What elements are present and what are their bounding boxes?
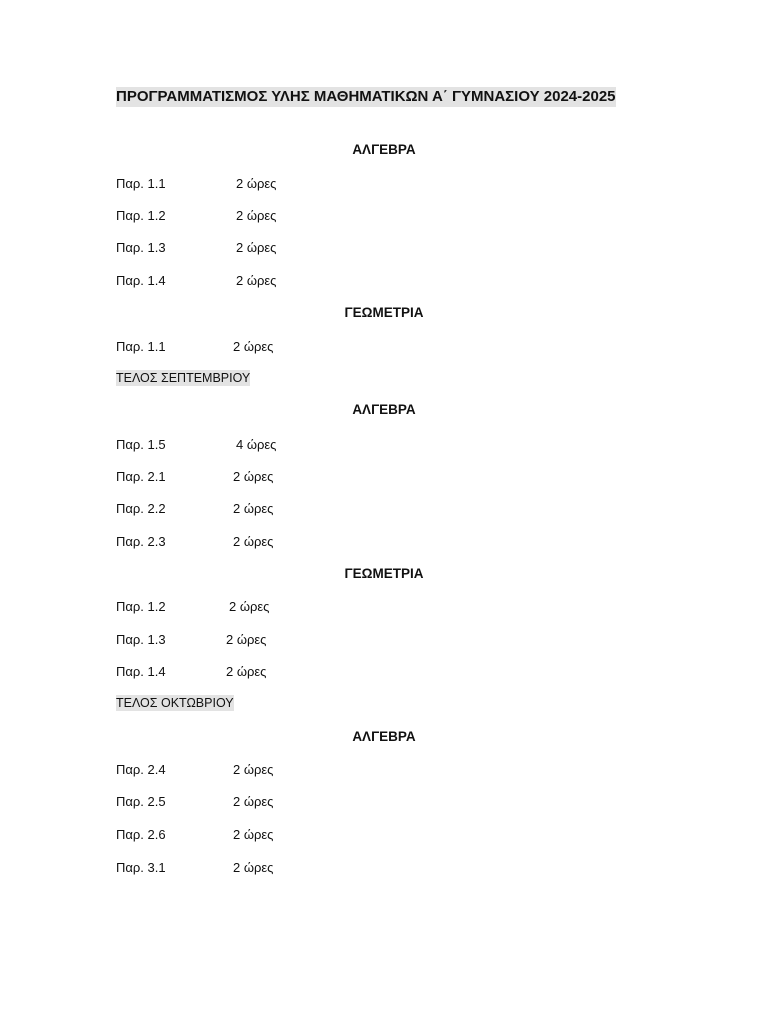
- paragraph-label: Παρ. 3.1: [116, 860, 166, 875]
- hours-value: 2 ώρες: [233, 534, 274, 549]
- hours-value: 2 ώρες: [236, 240, 277, 255]
- page-title: ΠΡΟΓΡΑΜΜΑΤΙΣΜΟΣ ΥΛΗΣ ΜΑΘΗΜΑΤΙΚΩΝ Α΄ ΓΥΜΝΑΣΙΟΥ 2024-2025: [116, 88, 616, 105]
- paragraph-label: Παρ. 1.3: [116, 632, 166, 647]
- hours-value: 2 ώρες: [233, 762, 274, 777]
- hours-value: 2 ώρες: [233, 339, 274, 354]
- hours-value: 2 ώρες: [226, 632, 267, 647]
- hours-value: 2 ώρες: [236, 176, 277, 191]
- paragraph-label: Παρ. 2.2: [116, 501, 166, 516]
- paragraph-label: Παρ. 2.4: [116, 762, 166, 777]
- hours-value: 2 ώρες: [233, 794, 274, 809]
- hours-value: 2 ώρες: [226, 664, 267, 679]
- hours-value: 2 ώρες: [233, 469, 274, 484]
- section-heading-algebra: ΑΛΓΕΒΡΑ: [352, 402, 416, 417]
- end-of-month-marker: ΤΕΛΟΣ ΣΕΠΤΕΜΒΡΙΟΥ: [116, 371, 251, 385]
- paragraph-label: Παρ. 1.2: [116, 208, 166, 223]
- end-of-month-marker: ΤΕΛΟΣ ΟΚΤΩΒΡΙΟΥ: [116, 696, 234, 710]
- section-heading-algebra: ΑΛΓΕΒΡΑ: [352, 142, 416, 157]
- section-heading-algebra: ΑΛΓΕΒΡΑ: [352, 729, 416, 744]
- paragraph-label: Παρ. 1.1: [116, 339, 166, 354]
- paragraph-label: Παρ. 1.4: [116, 664, 166, 679]
- paragraph-label: Παρ. 1.3: [116, 240, 166, 255]
- paragraph-label: Παρ. 1.4: [116, 273, 166, 288]
- hours-value: 2 ώρες: [236, 273, 277, 288]
- hours-value: 2 ώρες: [233, 501, 274, 516]
- section-heading-geometry: ΓΕΩΜΕΤΡΙΑ: [344, 566, 424, 581]
- hours-value: 4 ώρες: [236, 437, 277, 452]
- paragraph-label: Παρ. 2.1: [116, 469, 166, 484]
- hours-value: 2 ώρες: [229, 599, 270, 614]
- paragraph-label: Παρ. 2.3: [116, 534, 166, 549]
- hours-value: 2 ώρες: [233, 860, 274, 875]
- paragraph-label: Παρ. 1.2: [116, 599, 166, 614]
- paragraph-label: Παρ. 2.5: [116, 794, 166, 809]
- hours-value: 2 ώρες: [236, 208, 277, 223]
- hours-value: 2 ώρες: [233, 827, 274, 842]
- paragraph-label: Παρ. 2.6: [116, 827, 166, 842]
- paragraph-label: Παρ. 1.5: [116, 437, 166, 452]
- section-heading-geometry: ΓΕΩΜΕΤΡΙΑ: [344, 305, 424, 320]
- paragraph-label: Παρ. 1.1: [116, 176, 166, 191]
